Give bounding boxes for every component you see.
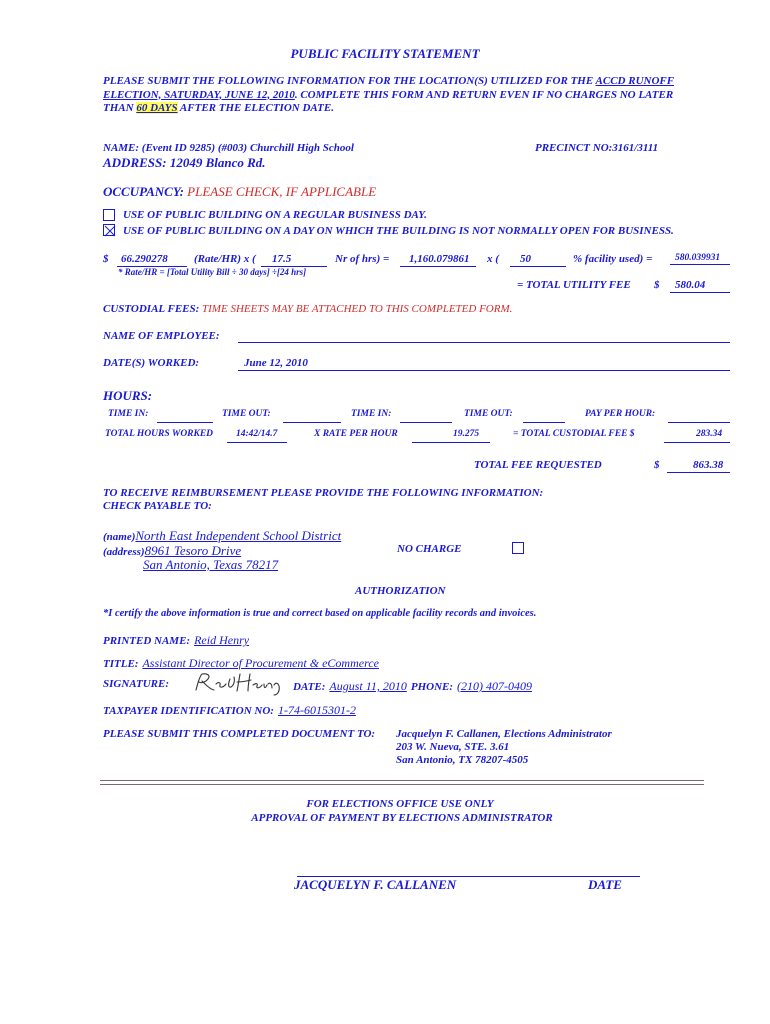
utility-result[interactable]: 580.039931 [675,253,721,263]
intro-paragraph [103,75,703,116]
percent-used-value[interactable]: 50 [520,253,531,265]
title-label: TITLE: [103,658,139,670]
utility-dollar-sign: $ [103,253,109,265]
total-fee-dollar: $ [654,459,660,471]
hours-heading: HOURS: [103,388,153,403]
regular-day-label: USE OF PUBLIC BUILDING ON A REGULAR BUSINESS DAY. [123,209,427,221]
total-fee-value[interactable]: 863.38 [693,459,724,471]
time-out-label: TIME OUT: [222,409,271,419]
intro-line1: PLEASE SUBMIT THE FOLLOWING INFORMATION FOR THE LOCATION(S) UTILIZED FOR THE [103,75,596,87]
printed-name-row [103,631,249,649]
rate-value[interactable]: 17.5 [272,253,292,265]
rate-footnote: * Rate/HR = [Total Utility Bill ÷ 30 days] ÷[24 hrs] [118,267,307,277]
printed-name-label: PRINTED NAME: [103,635,191,647]
time-out-label-2: TIME OUT: [464,409,513,419]
time-in-label: TIME IN: [108,409,149,419]
time-in-field[interactable] [157,422,213,423]
submit-address-line2: 203 W. Nueva, STE. 3.61 [396,741,510,753]
administrator-name: JACQUELYN F. CALLANEN [294,877,457,892]
phone-label: PHONE: [410,681,454,693]
taxpayer-row [103,701,356,719]
payee-name-prefix: (name) [103,531,136,543]
payee-name[interactable]: North East Independent School District [135,528,342,543]
total-custodial-label: = TOTAL CUSTODIAL FEE $ [513,429,635,439]
pay-per-hour-field[interactable] [668,422,730,423]
certification-statement: *I certify the above information is true and correct based on applicable facility records and invoices. [103,608,537,619]
submit-label: PLEASE SUBMIT THIS COMPLETED DOCUMENT TO: [103,728,376,740]
total-utility-value[interactable]: 580.04 [675,279,706,291]
time-out-field[interactable] [283,422,341,423]
rate-label: (Rate/HR) x ( [194,253,256,265]
submit-address-line1: Jacquelyn F. Callanen, Elections Administrator [396,728,612,740]
location-name: NAME: (Event ID 9285) (#003) Churchill High School [103,142,354,154]
dates-worked-label: DATE(S) WORKED: [103,357,200,369]
pay-per-hour-label: PAY PER HOUR: [585,409,656,419]
payee-address-line1[interactable]: 8961 Tesoro Drive [144,543,242,558]
custodial-heading [103,303,512,315]
occupancy-label: OCCUPANCY: [103,184,188,199]
occupancy-note: PLEASE CHECK, IF APPLICABLE [187,184,377,199]
signature-image [190,670,285,696]
precinct-number: PRECINCT NO:3161/3111 [535,142,659,154]
total-custodial-value[interactable]: 283.34 [696,429,723,439]
employee-label: NAME OF EMPLOYEE: [103,330,220,342]
location-address: ADDRESS: 12049 Blanco Rd. [103,155,266,170]
taxpayer-value[interactable]: 1-74-6015301-2 [277,703,356,717]
printed-name-value[interactable]: Reid Henry [194,633,250,647]
intro-line3-post: AFTER THE ELECTION DATE. [177,102,334,114]
authorization-heading: AUTHORIZATION [355,585,446,597]
date-phone-row [293,677,532,695]
approval-heading: APPROVAL OF PAYMENT BY ELECTIONS ADMINISTRATOR [251,812,553,824]
hours-label: Nr of hrs) = [335,253,390,265]
no-charge-label: NO CHARGE [397,543,462,555]
total-hours-label: TOTAL HOURS WORKED [105,429,214,439]
payee-address-prefix: (address) [103,546,145,558]
no-charge-checkbox[interactable] [512,542,524,554]
total-utility-label: = TOTAL UTILITY FEE [517,279,631,291]
election-name-link: ACCD RUNOFF [595,75,675,87]
regular-day-checkbox[interactable] [103,209,115,221]
time-in-field-2[interactable] [400,422,452,423]
custodial-note: TIME SHEETS MAY BE ATTACHED TO THIS COMPLETED FORM. [202,303,513,315]
taxpayer-label: TAXPAYER IDENTIFICATION NO: [103,705,274,717]
total-utility-dollar: $ [654,279,660,291]
signature-label: SIGNATURE: [103,678,170,690]
date-label: DATE: [293,681,326,693]
reimburse-instruction: TO RECEIVE REIMBURSEMENT PLEASE PROVIDE THE FOLLOWING INFORMATION: [103,487,544,499]
intro-line3-pre: THAN [103,102,137,114]
time-out-field-2[interactable] [523,422,565,423]
rate-per-hour-label: X RATE PER HOUR [314,429,398,439]
total-fee-label: TOTAL FEE REQUESTED [474,459,602,471]
total-hours-value[interactable]: 14:42/14.7 [236,429,278,439]
payee-address-line2[interactable]: San Antonio, Texas 78217 [143,557,279,572]
time-in-label-2: TIME IN: [351,409,392,419]
phone-value[interactable]: (210) 407-0409 [457,679,533,693]
office-use-heading: FOR ELECTIONS OFFICE USE ONLY [306,798,494,810]
intro-line2: . COMPLETE THIS FORM AND RETURN EVEN IF NO CHARGES NO LATER [294,88,674,101]
occupancy-heading [103,184,376,200]
closed-day-checkbox[interactable] [103,224,115,236]
title-value[interactable]: Assistant Director of Procurement & eCommerce [142,656,379,670]
custodial-label: CUSTODIAL FEES: [103,303,203,315]
approval-date-label: DATE [588,877,622,892]
dates-worked-value[interactable]: June 12, 2010 [244,357,308,369]
deadline-highlight: 60 DAYS [136,102,178,114]
utility-subtotal[interactable]: 1,160.079861 [409,253,470,265]
section-divider [100,780,704,785]
percent-x-label: x ( [487,253,499,265]
percent-used-label: % facility used) = [573,253,653,265]
check-payable-label: CHECK PAYABLE TO: [103,500,212,512]
checkmark-x-icon [104,225,116,237]
form-title: PUBLIC FACILITY STATEMENT [290,46,480,61]
closed-day-label: USE OF PUBLIC BUILDING ON A DAY ON WHICH THE BUILDING IS NOT NORMALLY OPEN FOR BUSINESS. [123,225,674,237]
submit-address-line3: San Antonio, TX 78207-4505 [396,754,529,766]
date-value[interactable]: August 11, 2010 [329,679,407,693]
rate-per-hour-value[interactable]: 19.275 [453,429,480,439]
election-date-text: ELECTION, SATURDAY, JUNE 12, 2010 [103,88,295,101]
employee-input-line[interactable] [238,342,730,343]
utility-bill-value[interactable]: 66.290278 [121,253,168,265]
